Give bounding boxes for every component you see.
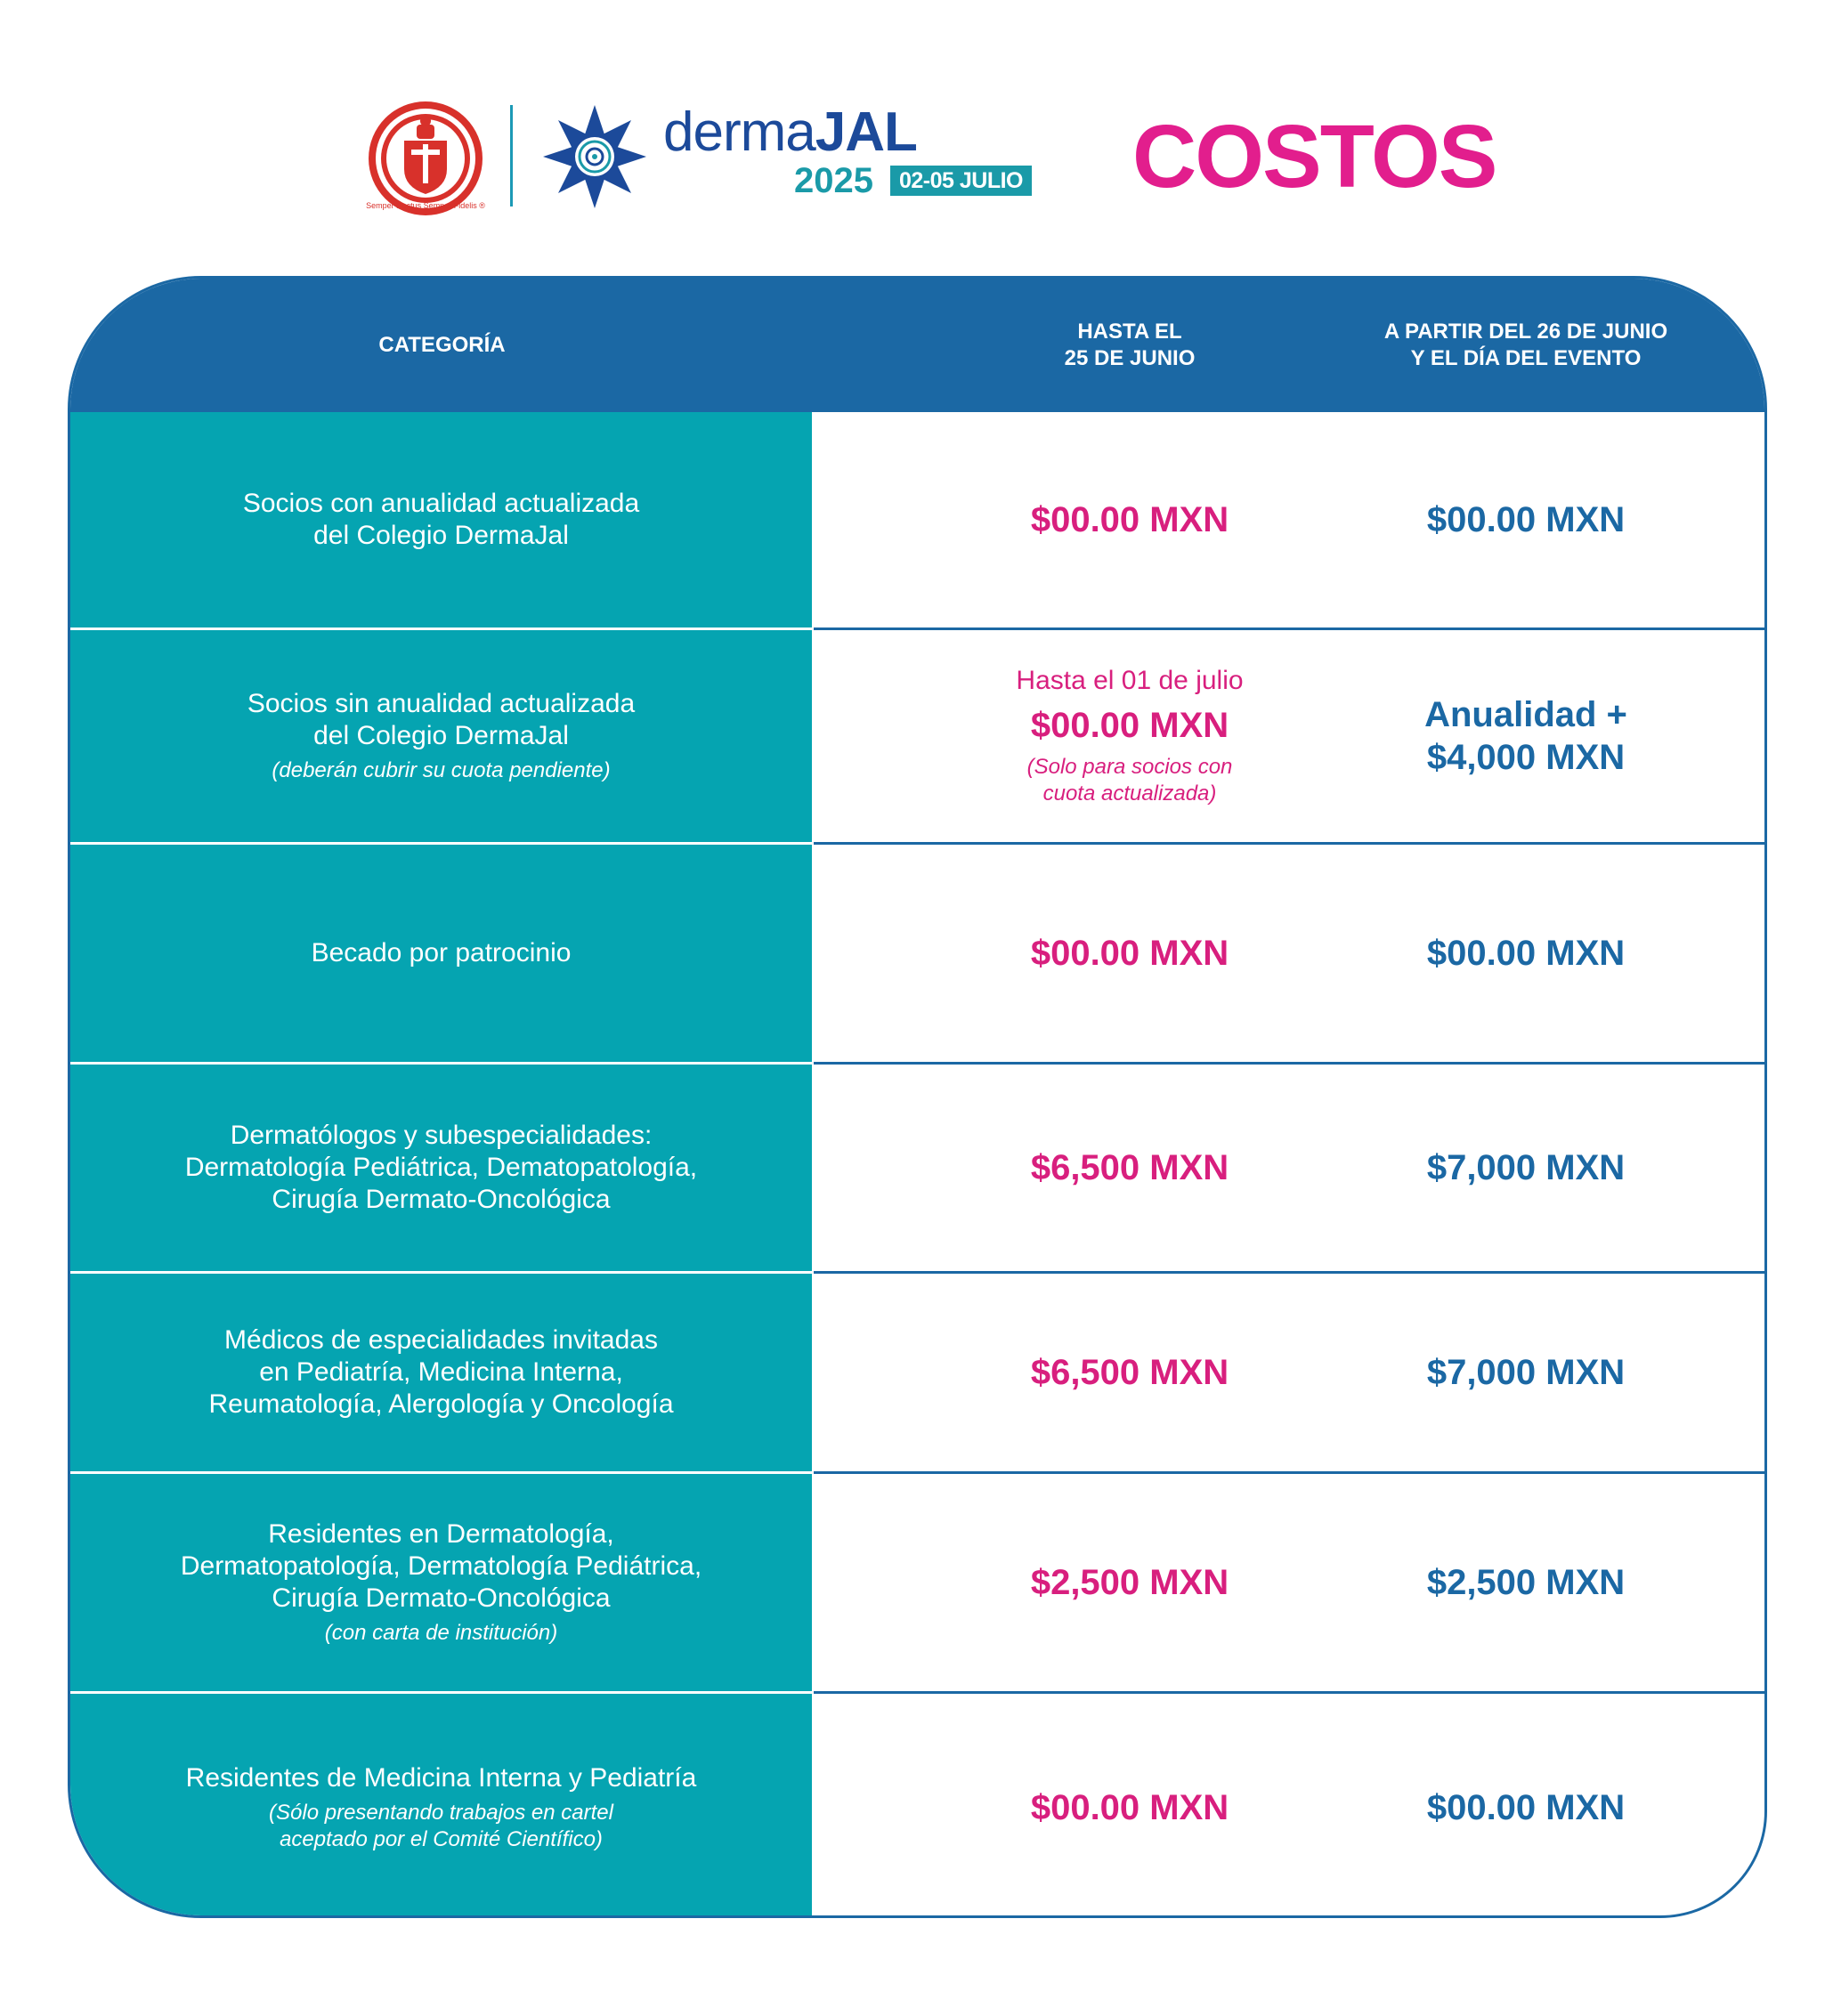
early-price: $2,500 MXN <box>1030 1563 1229 1602</box>
late-price-cell <box>1317 412 1735 627</box>
dermajal-star-logo <box>541 103 648 210</box>
early-price-note: (Solo para socios con cuota actualizada) <box>1026 755 1233 806</box>
late-price: $7,000 MXN <box>1426 1148 1626 1187</box>
late-price: Anualidad + $4,000 MXN <box>1424 695 1627 777</box>
early-price-cell <box>872 1274 1388 1471</box>
category-note: (deberán cubrir su cuota pendiente) <box>272 758 611 782</box>
late-price: $7,000 MXN <box>1426 1353 1626 1392</box>
header-early-price: HASTA EL 25 DE JUNIO <box>1064 320 1196 370</box>
late-price-cell <box>1317 1065 1735 1271</box>
late-price: $00.00 MXN <box>1426 934 1626 973</box>
early-price: $00.00 MXN <box>1030 1787 1229 1827</box>
header-category: CATEGORÍA <box>378 333 506 357</box>
table-row <box>70 412 1764 627</box>
early-price-cell <box>872 1474 1388 1691</box>
category-label: Becado por patrocinio <box>311 938 572 968</box>
late-price-cell <box>1317 630 1735 842</box>
category-label: Socios con anualidad actualizada del Colegio DermaJal <box>242 489 640 550</box>
category-label: Dermatólogos y subespecialidades: Dermatología Pediátrica, Dematopatología, Cirugía Dermato-Oncológica <box>184 1121 698 1214</box>
category-note: (con carta de institución) <box>324 1621 558 1645</box>
early-price-cell <box>872 412 1388 627</box>
early-price-cell <box>872 1694 1388 1918</box>
category-cell <box>70 412 812 627</box>
late-price: $2,500 MXN <box>1426 1563 1626 1602</box>
page-title: COSTOS <box>1132 107 1496 206</box>
category-label: Residentes en Dermatología, Dermatopatología, Dermatología Pediátrica, Cirugía Dermato-Oncológica <box>180 1519 702 1613</box>
dermajal-wordmark <box>663 101 917 163</box>
header-late-price: A PARTIR DEL 26 DE JUNIO Y EL DÍA DEL EVENTO <box>1383 320 1668 370</box>
late-price-cell <box>1317 1694 1735 1918</box>
category-label: Socios sin anualidad actualizada del Colegio DermaJal <box>247 689 636 750</box>
late-price: $00.00 MXN <box>1426 500 1626 539</box>
category-cell <box>70 1065 812 1271</box>
early-price: $6,500 MXN <box>1030 1148 1229 1187</box>
costs-table <box>68 276 1767 1918</box>
table-row <box>70 630 1764 842</box>
category-cell <box>70 1694 812 1918</box>
early-price-condition: Hasta el 01 de julio <box>1016 666 1244 695</box>
category-cell <box>70 1274 812 1471</box>
header-divider <box>510 105 513 206</box>
late-price-cell <box>1317 845 1735 1062</box>
category-label: Residentes de Medicina Interna y Pediatría <box>185 1762 697 1793</box>
brand-suffix: JAL <box>815 101 917 163</box>
brand-prefix: derma <box>663 101 815 163</box>
table-row <box>70 1274 1764 1471</box>
event-dates-badge: 02-05 JULIO <box>890 166 1032 196</box>
table-row <box>70 1065 1764 1271</box>
category-label: Médicos de especialidades invitadas en Pediatría, Medicina Interna, Reumatología, Alergología y Oncología <box>208 1325 674 1419</box>
early-price: $00.00 MXN <box>1030 934 1229 973</box>
table-row <box>70 1694 1764 1918</box>
table-row <box>70 845 1764 1062</box>
table-header <box>70 279 1764 412</box>
late-price: $00.00 MXN <box>1426 1787 1626 1827</box>
table-row <box>70 1474 1764 1691</box>
category-cell <box>70 1474 812 1691</box>
category-cell <box>70 845 812 1062</box>
early-price: $6,500 MXN <box>1030 1353 1229 1392</box>
early-price-cell <box>872 845 1388 1062</box>
late-price-cell <box>1317 1474 1735 1691</box>
early-price-cell <box>872 1065 1388 1271</box>
early-price: $00.00 MXN <box>1030 706 1229 745</box>
early-price-cell <box>872 630 1388 842</box>
early-price: $00.00 MXN <box>1030 500 1229 539</box>
event-year: 2025 <box>794 161 873 200</box>
category-cell <box>70 630 812 842</box>
late-price-cell <box>1317 1274 1735 1471</box>
category-note: (Sólo presentando trabajos en cartel aceptado por el Comité Científico) <box>269 1800 613 1851</box>
seal-motto: Semper Rectus Semper Fidelis ® <box>366 201 485 210</box>
